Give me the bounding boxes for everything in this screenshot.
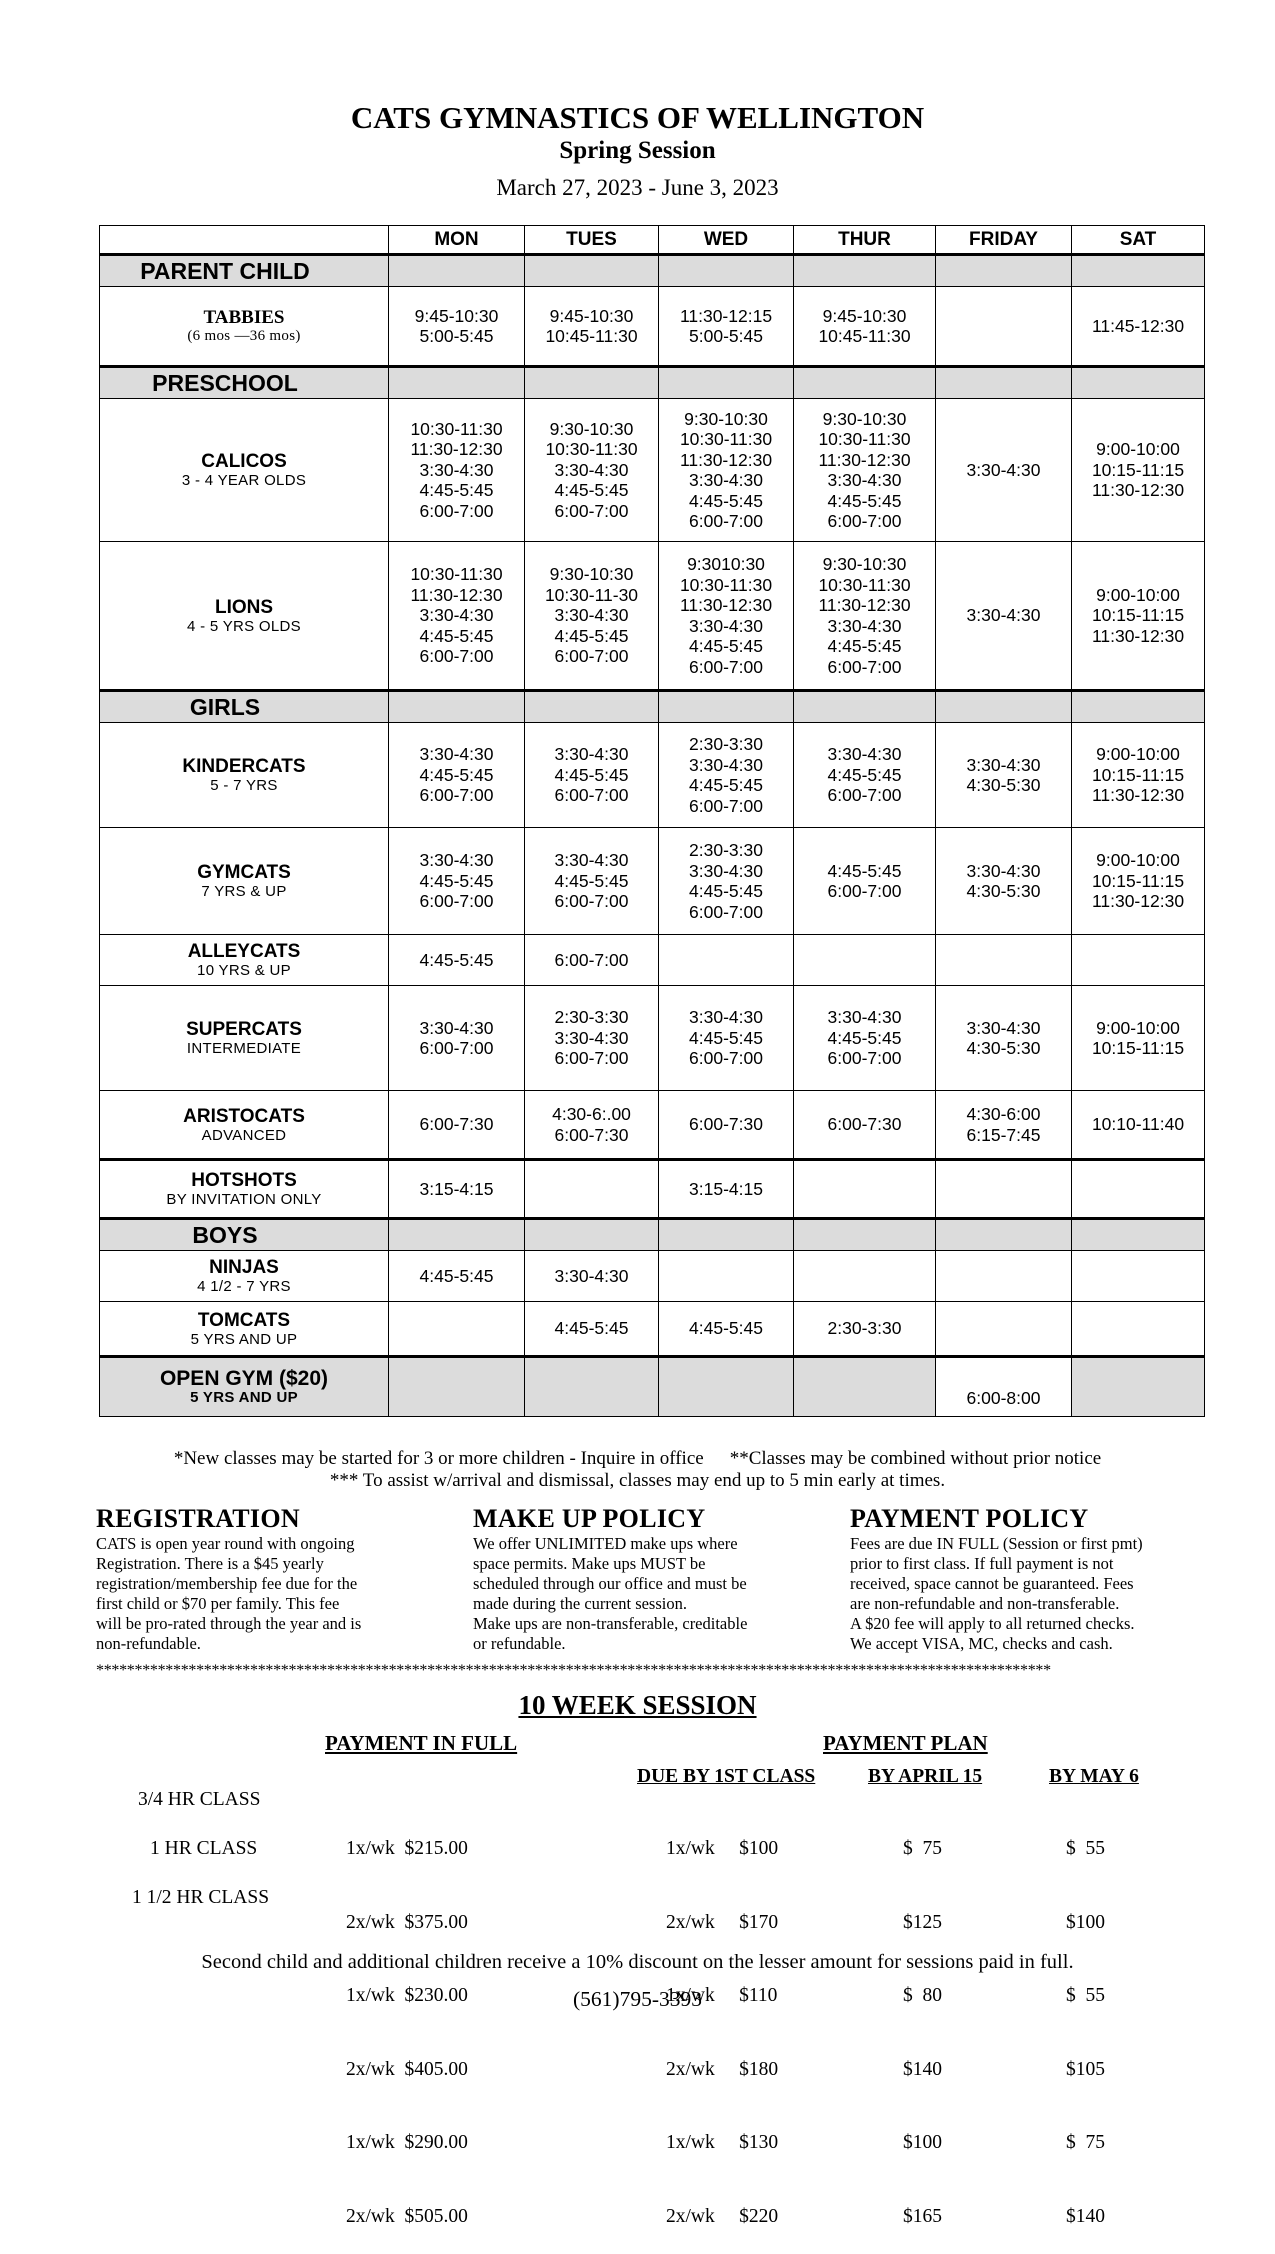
schedule-notes <box>0 1448 1275 1492</box>
day-header: SAT <box>1072 226 1205 255</box>
time-cell <box>659 1251 794 1302</box>
class-name-cell <box>100 723 389 828</box>
class-age: 5 YRS AND UP <box>190 1330 298 1348</box>
price-row: $165 <box>903 2205 942 2227</box>
class-age: 4 1/2 - 7 YRS <box>197 1278 291 1295</box>
class-row <box>100 986 1205 1091</box>
time-cell: 3:30-4:30 4:45-5:45 6:00-7:00 <box>389 723 525 828</box>
class-row <box>100 723 1205 828</box>
price-row: 2x/wk $505.00 <box>346 2205 468 2227</box>
time-cell: 4:45-5:45 6:00-7:00 <box>794 828 936 935</box>
class-row <box>100 1302 1205 1357</box>
time-cell: 3:30-4:30 4:45-5:45 6:00-7:00 <box>794 986 936 1091</box>
time-cell <box>936 287 1072 367</box>
class-row <box>100 935 1205 986</box>
class-name: OPEN GYM ($20) <box>159 1367 329 1390</box>
class-name-cell <box>100 986 389 1091</box>
time-cell: 3:30-4:30 4:45-5:45 6:00-7:00 <box>794 723 936 828</box>
time-cell <box>794 1160 936 1219</box>
price-row: 1x/wk $290.00 <box>346 2132 468 2153</box>
time-cell <box>1072 1357 1205 1417</box>
time-cell: 10:30-11:30 11:30-12:30 3:30-4:30 4:45-5:45 6:00-7:00 <box>389 399 525 542</box>
time-cell: 2:30-3:30 3:30-4:30 4:45-5:45 6:00-7:00 <box>659 828 794 935</box>
price-row: $ 75 <box>903 1838 942 1859</box>
price-row: $140 <box>903 2058 942 2080</box>
class-name: SUPERCATS <box>186 1019 302 1040</box>
class-row <box>100 1251 1205 1302</box>
section-row-boys <box>100 1219 1205 1251</box>
sibling-discount-note: Second child and additional children receive a 10% discount on the lesser amount for sessions paid in full. <box>201 1951 1074 1973</box>
class-row <box>100 287 1205 367</box>
class-name: HOTSHOTS <box>191 1170 297 1191</box>
class-name: GYMCATS <box>197 862 291 883</box>
time-cell <box>936 935 1072 986</box>
time-cell: 3:30-4:30 6:00-7:00 <box>389 986 525 1091</box>
registration-heading: REGISTRATION <box>96 1504 300 1533</box>
class-duration-label: 3/4 HR CLASS <box>138 1789 261 1810</box>
price-row: 1x/wk $100 <box>666 1838 779 1859</box>
price-row: 2x/wk $375.00 <box>346 1911 468 1933</box>
by-may-list <box>1066 1788 1105 2254</box>
time-cell: 3:30-4:30 4:45-5:45 6:00-7:00 <box>525 723 659 828</box>
time-cell <box>794 935 936 986</box>
day-header: TUES <box>525 226 659 255</box>
price-row: 2x/wk $405.00 <box>346 2058 468 2080</box>
section-label: PARENT CHILD <box>100 255 389 287</box>
price-row: $125 <box>903 1911 942 1933</box>
price-row: $105 <box>1066 2058 1105 2080</box>
price-row: 1x/wk $230.00 <box>346 1985 468 2006</box>
section-label: BOYS <box>100 1219 389 1251</box>
time-cell: 3:15-4:15 <box>389 1160 525 1219</box>
time-cell <box>1072 1251 1205 1302</box>
payment-heading: PAYMENT POLICY <box>850 1504 1089 1533</box>
class-name-cell <box>100 287 389 367</box>
class-row-open-gym <box>100 1357 1205 1417</box>
time-cell: 11:30-12:15 5:00-5:45 <box>659 287 794 367</box>
time-cell: 9:30-10:30 10:30-11:30 11:30-12:30 3:30-4:30 4:45-5:45 6:00-7:00 <box>794 542 936 691</box>
page-title: CATS GYMNASTICS OF WELLINGTON <box>350 100 925 135</box>
time-cell: 9:00-10:00 10:15-11:15 11:30-12:30 <box>1072 723 1205 828</box>
class-name-cell <box>100 1160 389 1219</box>
price-row: 1x/wk $110 <box>666 1985 778 2006</box>
time-cell <box>794 1357 936 1417</box>
day-header: FRIDAY <box>936 226 1072 255</box>
price-row: $ 80 <box>903 1985 942 2006</box>
class-row <box>100 828 1205 935</box>
header <box>0 100 1275 204</box>
time-cell: 9:00-10:00 10:15-11:15 11:30-12:30 <box>1072 542 1205 691</box>
class-row <box>100 1160 1205 1219</box>
class-age: 5 - 7 YRS <box>210 777 278 794</box>
price-row: $140 <box>1066 2205 1105 2227</box>
time-cell: 3:15-4:15 <box>659 1160 794 1219</box>
price-row: 1x/wk $130 <box>666 2132 779 2153</box>
divider: **************************************************************************************************************************** <box>96 1662 1051 1679</box>
class-name-cell <box>100 1302 389 1357</box>
class-age: 4 - 5 YRS OLDS <box>187 617 301 635</box>
time-cell <box>936 1302 1072 1357</box>
time-cell: 2:30-3:30 <box>794 1302 936 1357</box>
makeup-text: We offer UNLIMITED make ups where space permits. Make ups MUST be scheduled through our office and must be made during the current session. Make ups are non-transferable, creditable or refundable. <box>473 1534 748 1653</box>
time-cell: 4:45-5:45 <box>389 935 525 986</box>
class-name-cell <box>100 399 389 542</box>
price-row: $ 75 <box>1066 2132 1105 2153</box>
price-row: 2x/wk $170 <box>666 1911 779 1933</box>
class-name: LIONS <box>214 596 274 618</box>
time-cell: 3:30-4:30 4:30-5:30 <box>936 828 1072 935</box>
payment-plan-heading: PAYMENT PLAN <box>823 1731 988 1755</box>
class-name: TOMCATS <box>197 1309 291 1331</box>
class-age: 7 YRS & UP <box>201 883 287 900</box>
time-cell: 3:30-4:30 4:30-5:30 <box>936 723 1072 828</box>
time-cell <box>794 1251 936 1302</box>
class-name: KINDERCATS <box>182 756 306 777</box>
time-cell <box>525 1357 659 1417</box>
day-header: THUR <box>794 226 936 255</box>
time-cell: 3:30-4:30 <box>525 1251 659 1302</box>
time-cell: 9:45-10:30 10:45-11:30 <box>525 287 659 367</box>
class-name-cell <box>100 935 389 986</box>
section-row-parent-child <box>100 255 1205 287</box>
section-label: PRESCHOOL <box>100 367 389 399</box>
phone-number[interactable]: (561)795-3393 <box>573 1987 702 2011</box>
class-age: 3 - 4 YEAR OLDS <box>181 472 307 489</box>
class-name-cell <box>100 1091 389 1160</box>
time-cell: 9:45-10:30 5:00-5:45 <box>389 287 525 367</box>
makeup-policy <box>473 1504 793 1654</box>
class-name: CALICOS <box>201 451 287 472</box>
header-corner <box>100 226 389 255</box>
class-duration-label: 1 HR CLASS <box>150 1838 258 1859</box>
class-name-cell <box>100 542 389 691</box>
class-name-cell <box>100 828 389 935</box>
note-early-dismissal: *** To assist w/arrival and dismissal, classes may end up to 5 min early at times. <box>329 1470 946 1491</box>
class-age: ADVANCED <box>201 1126 287 1144</box>
price-row: $100 <box>1066 1911 1105 1933</box>
time-cell <box>389 1302 525 1357</box>
time-cell <box>1072 1160 1205 1219</box>
time-cell: 6:00-8:00 <box>936 1357 1072 1417</box>
time-cell: 6:00-7:30 <box>794 1091 936 1160</box>
time-cell: 2:30-3:30 3:30-4:30 6:00-7:00 <box>525 986 659 1091</box>
time-cell: 9:30-10:30 10:30-11:30 11:30-12:30 3:30-4:30 4:45-5:45 6:00-7:00 <box>794 399 936 542</box>
class-name: ARISTOCATS <box>183 1105 305 1127</box>
payment-text: Fees are due IN FULL (Session or first pmt) prior to first class. If full payment is not received, space cannot be guaranteed. Fees are non-refundable and non-transferable. A $20 fee will apply to all returned checks. We accept VISA, MC, checks and cash. <box>850 1534 1143 1653</box>
time-cell: 9:00-10:00 10:15-11:15 11:30-12:30 <box>1072 399 1205 542</box>
time-cell: 4:45-5:45 <box>525 1302 659 1357</box>
time-cell <box>936 1160 1072 1219</box>
time-cell: 9:30-10:30 10:30-11:30 11:30-12:30 3:30-4:30 4:45-5:45 6:00-7:00 <box>659 399 794 542</box>
by-april-list <box>903 1788 942 2254</box>
time-cell: 9:00-10:00 10:15-11:15 11:30-12:30 <box>1072 828 1205 935</box>
time-cell: 6:00-7:00 <box>525 935 659 986</box>
class-name-cell <box>100 1251 389 1302</box>
registration-text: CATS is open year round with ongoing Registration. There is a $45 yearly registration/membership fee due for the first child or $70 per family. This fee will be pro-rated through the year and is non-refundable. <box>96 1534 362 1653</box>
time-cell: 9:45-10:30 10:45-11:30 <box>794 287 936 367</box>
time-cell <box>525 1160 659 1219</box>
class-row <box>100 1091 1205 1160</box>
time-cell: 4:45-5:45 <box>659 1302 794 1357</box>
time-cell: 4:30-6:00 6:15-7:45 <box>936 1091 1072 1160</box>
price-row: 2x/wk $180 <box>666 2058 779 2080</box>
day-header: WED <box>659 226 794 255</box>
time-cell: 10:30-11:30 11:30-12:30 3:30-4:30 4:45-5:45 6:00-7:00 <box>389 542 525 691</box>
time-cell: 3:30-4:30 4:45-5:45 6:00-7:00 <box>389 828 525 935</box>
time-cell: 2:30-3:30 3:30-4:30 4:45-5:45 6:00-7:00 <box>659 723 794 828</box>
class-age: 5 YRS AND UP <box>190 1389 298 1406</box>
price-row: $ 55 <box>1066 1838 1105 1859</box>
section-row-girls <box>100 691 1205 723</box>
class-name-cell <box>100 1357 389 1417</box>
day-header: MON <box>389 226 525 255</box>
class-age: BY INVITATION ONLY <box>166 1191 322 1208</box>
time-cell: 6:00-7:30 <box>389 1091 525 1160</box>
class-row <box>100 399 1205 542</box>
due-first-list <box>666 1788 778 2254</box>
time-cell: 4:30-6:.00 6:00-7:30 <box>525 1091 659 1160</box>
note-combined: **Classes may be combined without prior notice <box>729 1448 1102 1469</box>
time-cell: 3:30-4:30 4:45-5:45 6:00-7:00 <box>659 986 794 1091</box>
class-name: NINJAS <box>209 1257 279 1278</box>
payment-policy <box>850 1504 1170 1654</box>
time-cell: 11:45-12:30 <box>1072 287 1205 367</box>
time-cell: 3:30-4:30 4:45-5:45 6:00-7:00 <box>525 828 659 935</box>
class-name: TABBIES <box>203 307 285 328</box>
time-cell <box>936 1251 1072 1302</box>
session-pricing-title: 10 WEEK SESSION <box>518 1690 757 1720</box>
section-label: GIRLS <box>100 691 389 723</box>
time-cell <box>659 935 794 986</box>
class-row <box>100 542 1205 691</box>
time-cell: 9:30-10:30 10:30-11-30 3:30-4:30 4:45-5:45 6:00-7:00 <box>525 542 659 691</box>
page-subtitle: Spring Session <box>559 137 716 164</box>
time-cell: 3:30-4:30 <box>936 542 1072 691</box>
time-cell <box>389 1357 525 1417</box>
time-cell: 6:00-7:30 <box>659 1091 794 1160</box>
day-header-row <box>100 226 1205 255</box>
session-dates: March 27, 2023 - June 3, 2023 <box>496 175 779 200</box>
registration-policy <box>96 1504 416 1654</box>
price-row: $100 <box>903 2132 942 2153</box>
price-row: $ 55 <box>1066 1985 1105 2006</box>
time-cell: 9:30-10:30 10:30-11:30 3:30-4:30 4:45-5:45 6:00-7:00 <box>525 399 659 542</box>
time-cell: 9:00-10:00 10:15-11:15 <box>1072 986 1205 1091</box>
class-duration-label: 1 1/2 HR CLASS <box>132 1887 270 1908</box>
time-cell <box>659 1357 794 1417</box>
price-row: 1x/wk $215.00 <box>346 1838 468 1859</box>
time-cell: 10:10-11:40 <box>1072 1091 1205 1160</box>
price-row: 2x/wk $220 <box>666 2205 779 2227</box>
class-age: INTERMEDIATE <box>186 1040 302 1057</box>
class-schedule-table <box>99 225 1205 1417</box>
time-cell: 3:30-4:30 <box>936 399 1072 542</box>
plan-column-may: BY MAY 6 <box>1049 1766 1139 1787</box>
full-price-list <box>346 1788 468 2254</box>
time-cell <box>1072 935 1205 986</box>
time-cell <box>1072 1302 1205 1357</box>
note-new-classes: *New classes may be started for 3 or more children - Inquire in office <box>173 1448 704 1469</box>
class-age: (6 mos —36 mos) <box>187 328 301 344</box>
plan-column-april: BY APRIL 15 <box>868 1766 983 1787</box>
plan-column-due-first: DUE BY 1ST CLASS <box>637 1766 816 1787</box>
time-cell: 9:3010:30 10:30-11:30 11:30-12:30 3:30-4:30 4:45-5:45 6:00-7:00 <box>659 542 794 691</box>
class-age: 10 YRS & UP <box>197 962 291 979</box>
payment-in-full-heading: PAYMENT IN FULL <box>325 1731 518 1755</box>
class-name: ALLEYCATS <box>187 941 301 962</box>
time-cell: 3:30-4:30 4:30-5:30 <box>936 986 1072 1091</box>
makeup-heading: MAKE UP POLICY <box>473 1504 706 1533</box>
section-row-preschool <box>100 367 1205 399</box>
time-cell: 4:45-5:45 <box>389 1251 525 1302</box>
